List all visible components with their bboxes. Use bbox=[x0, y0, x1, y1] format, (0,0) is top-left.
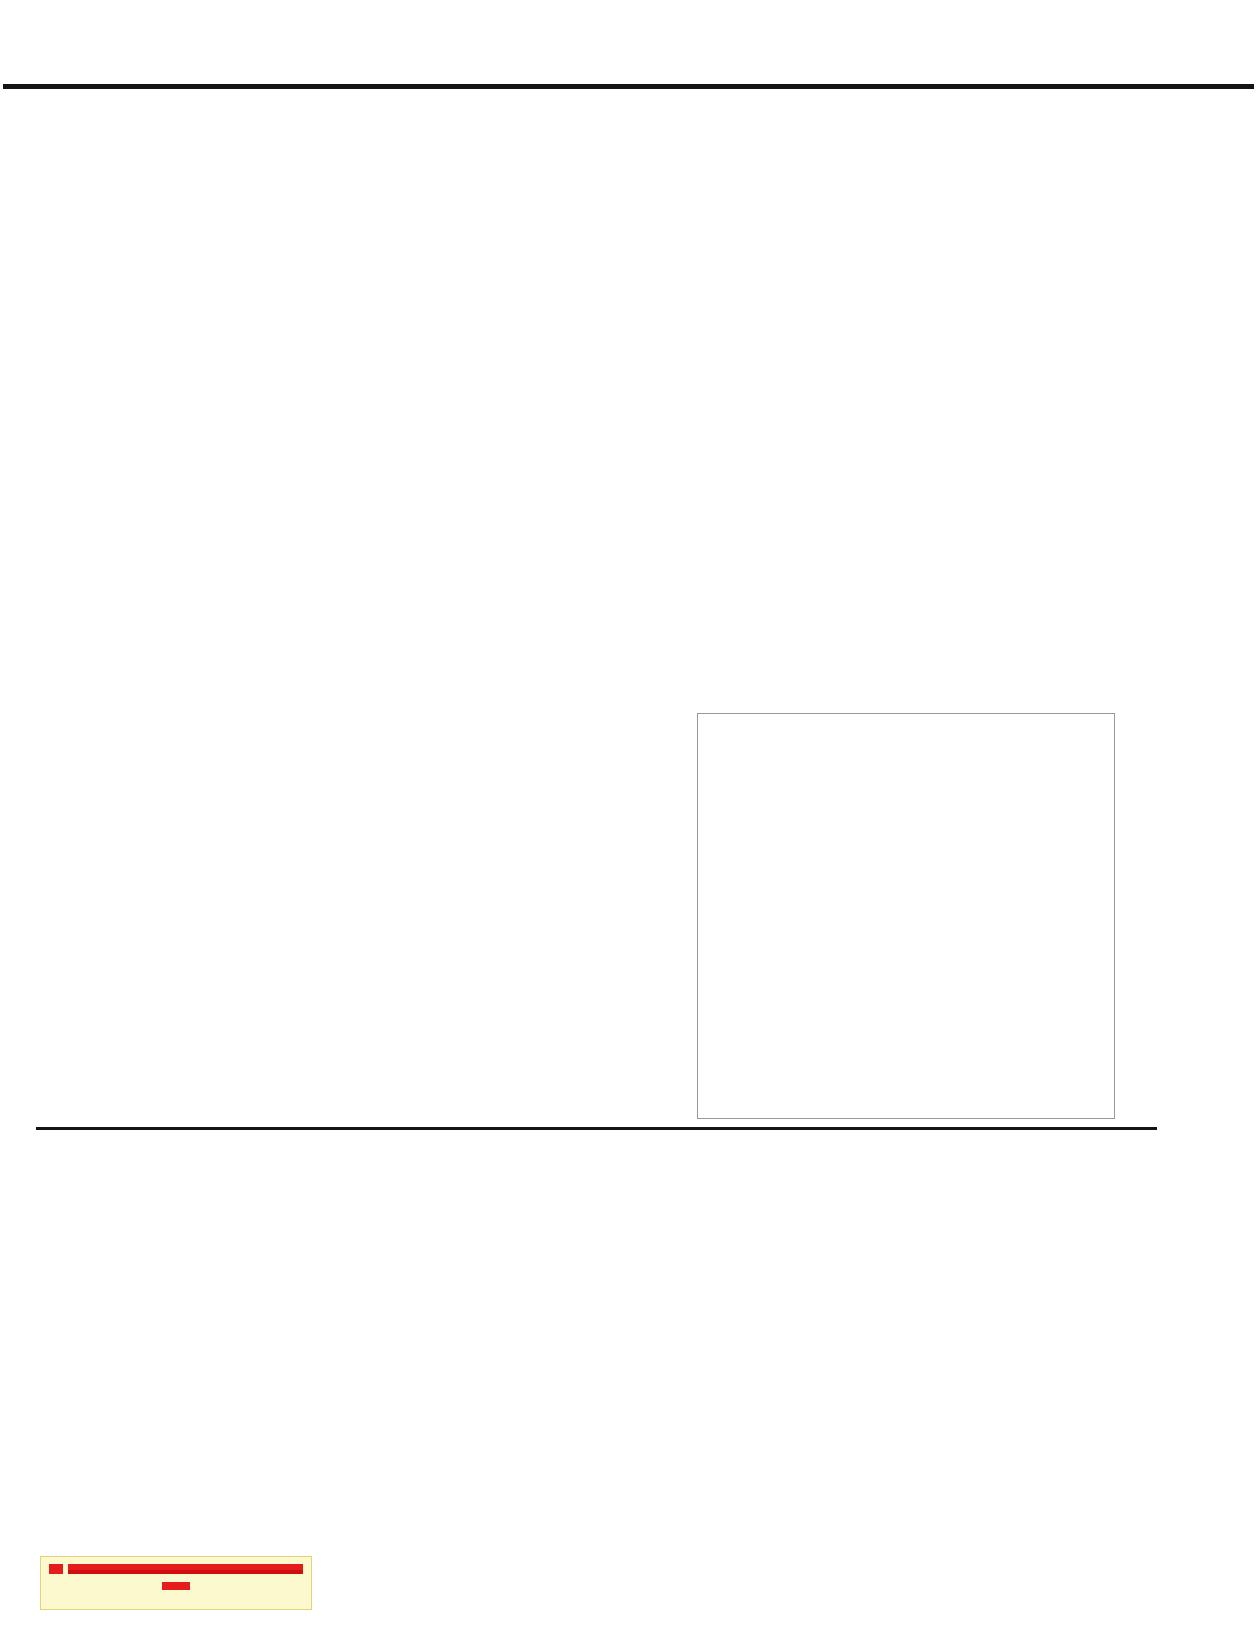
region-badge bbox=[49, 1564, 63, 1574]
rate-promo-header bbox=[49, 1564, 303, 1574]
page-header bbox=[3, 0, 1254, 89]
bottom-right-columns bbox=[40, 1138, 312, 1554]
classifieds-top-section bbox=[0, 89, 1257, 1123]
minimum-price bbox=[162, 1582, 190, 1590]
section-divider bbox=[36, 1127, 1157, 1130]
classifieds-bottom-section bbox=[0, 1138, 1257, 1610]
rate-promo-box bbox=[40, 1556, 312, 1610]
masthead bbox=[1138, 62, 1146, 78]
rate-promo-subbanner bbox=[68, 1570, 303, 1574]
rate-promo-banner-wrap bbox=[68, 1564, 303, 1574]
itadi-promo-block bbox=[697, 713, 1115, 1119]
bottom-right-wrap bbox=[40, 1138, 312, 1610]
